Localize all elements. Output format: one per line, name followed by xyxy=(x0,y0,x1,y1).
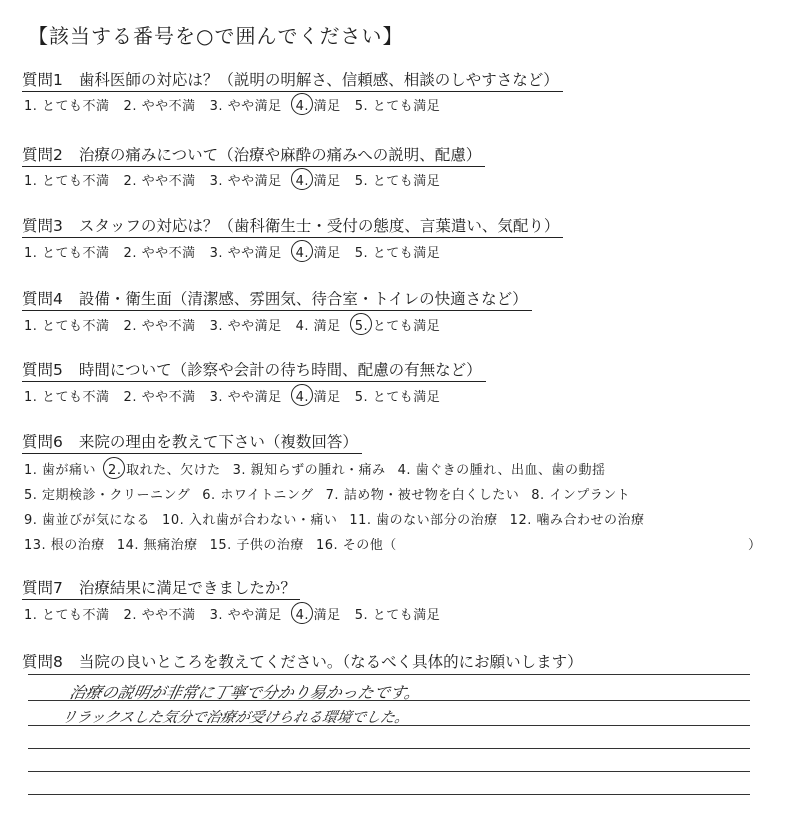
answer-line xyxy=(28,771,750,772)
question-text: 時間について（診察や会計の待ち時間、配慮の有無など） xyxy=(78,361,482,379)
question-number: 質問5 xyxy=(22,361,63,379)
options-q3 xyxy=(24,242,454,261)
question-4 xyxy=(22,287,532,311)
other-close-paren: ） xyxy=(748,538,762,553)
question-number: 質問2 xyxy=(22,146,63,164)
option-3[interactable]: 3. やや満足 xyxy=(209,608,282,623)
question-number: 質問8 xyxy=(22,653,63,671)
options-q4 xyxy=(24,315,454,334)
answer-line xyxy=(28,794,750,795)
question-5 xyxy=(22,358,486,382)
option-1[interactable]: 1. とても不満 xyxy=(24,390,110,405)
question-1 xyxy=(22,68,563,92)
option-2[interactable]: 2. 取れた、欠けた xyxy=(108,459,221,478)
option-4[interactable]: 4. 満足 xyxy=(296,170,341,189)
option-6[interactable]: 6. ホワイトニング xyxy=(202,488,314,503)
options-q5 xyxy=(24,386,454,405)
option-3[interactable]: 3. やや満足 xyxy=(209,99,282,114)
option-5[interactable]: 5. とても満足 xyxy=(354,390,441,405)
option-4[interactable]: 4. 満足 xyxy=(296,386,341,405)
options-q6-row1 xyxy=(24,459,617,478)
option-5[interactable]: 5. とても満足 xyxy=(354,174,441,189)
option-1[interactable]: 1. とても不満 xyxy=(24,246,110,261)
question-number: 質問3 xyxy=(22,217,63,235)
option-2[interactable]: 2. やや不満 xyxy=(123,390,196,405)
option-3[interactable]: 3. やや満足 xyxy=(209,246,282,261)
option-3[interactable]: 3. やや満足 xyxy=(209,319,282,334)
option-4[interactable]: 4. 満足 xyxy=(295,319,341,334)
question-7 xyxy=(22,576,300,600)
option-4[interactable]: 4. 歯ぐきの腫れ、出血、歯の動揺 xyxy=(397,463,606,478)
question-6 xyxy=(22,430,362,454)
options-q6-row4 xyxy=(24,534,409,553)
option-13[interactable]: 13. 根の治療 xyxy=(24,538,105,553)
option-14[interactable]: 14. 無痛治療 xyxy=(116,538,198,553)
option-3[interactable]: 3. やや満足 xyxy=(209,174,282,189)
option-2[interactable]: 2. やや不満 xyxy=(123,246,196,261)
option-1[interactable]: 1. とても不満 xyxy=(24,608,110,623)
question-3 xyxy=(22,214,563,238)
question-number: 質問7 xyxy=(22,579,63,597)
option-5[interactable]: 5. とても満足 xyxy=(354,99,441,114)
options-q6-row3 xyxy=(24,509,656,528)
option-5[interactable]: 5. とても満足 xyxy=(354,608,441,623)
option-12[interactable]: 12. 噛み合わせの治療 xyxy=(509,513,645,528)
question-text: 治療の痛みについて（治療や麻酔の痛みへの説明、配慮） xyxy=(78,146,482,164)
answer-line xyxy=(28,674,750,675)
options-q6-row2 xyxy=(24,484,642,503)
option-9[interactable]: 9. 歯並びが気になる xyxy=(24,513,151,528)
option-1[interactable]: 1. とても不満 xyxy=(24,99,110,114)
option-5[interactable]: 5. とても満足 xyxy=(355,315,441,334)
option-3[interactable]: 3. 親知らずの腫れ・痛み xyxy=(232,463,386,478)
option-5[interactable]: 5. 定期検診・クリーニング xyxy=(24,488,191,503)
option-16[interactable]: 16. その他（ xyxy=(315,538,397,553)
question-number: 質問4 xyxy=(22,290,63,308)
option-4[interactable]: 4. 満足 xyxy=(296,95,341,114)
handwritten-answer-line-2[interactable]: リラックスした気分で治療が受けられる環境でした。 xyxy=(59,710,411,726)
option-10[interactable]: 10. 入れ歯が合わない・痛い xyxy=(162,513,338,528)
question-text: 治療結果に満足できましたか？ xyxy=(78,579,296,597)
question-number: 質問6 xyxy=(22,433,63,451)
question-number: 質問1 xyxy=(22,71,63,89)
options-q7 xyxy=(24,604,454,623)
option-15[interactable]: 15. 子供の治療 xyxy=(209,538,304,553)
option-1[interactable]: 1. 歯が痛い xyxy=(24,463,97,478)
question-text: 当院の良いところを教えてください。（なるべく具体的にお願いします） xyxy=(78,653,583,671)
question-2 xyxy=(22,143,485,167)
answer-line xyxy=(28,748,750,749)
form-title: 【該当する番号を○で囲んでください】 xyxy=(28,24,404,48)
option-8[interactable]: 8. インプラント xyxy=(531,488,631,503)
option-2[interactable]: 2. やや不満 xyxy=(123,608,196,623)
option-11[interactable]: 11. 歯のない部分の治療 xyxy=(349,513,498,528)
option-5[interactable]: 5. とても満足 xyxy=(354,246,441,261)
option-2[interactable]: 2. やや不満 xyxy=(123,174,196,189)
question-text: 歯科医師の対応は？（説明の明解さ、信頼感、相談のしやすさなど） xyxy=(78,71,559,89)
option-3[interactable]: 3. やや満足 xyxy=(209,390,282,405)
option-2[interactable]: 2. やや不満 xyxy=(123,319,196,334)
options-q2 xyxy=(24,170,454,189)
question-text: スタッフの対応は？（歯科衛生士・受付の態度、言葉遣い、気配り） xyxy=(78,217,560,235)
option-4[interactable]: 4. 満足 xyxy=(296,242,341,261)
option-1[interactable]: 1. とても不満 xyxy=(24,319,110,334)
question-8 xyxy=(22,650,583,672)
question-text: 来院の理由を教えて下さい（複数回答） xyxy=(78,433,358,451)
options-q1 xyxy=(24,95,454,114)
question-text: 設備・衛生面（清潔感、雰囲気、待合室・トイレの快適さなど） xyxy=(78,290,528,308)
option-4[interactable]: 4. 満足 xyxy=(296,604,341,623)
option-7[interactable]: 7. 詰め物・被せ物を白くしたい xyxy=(325,488,520,503)
option-1[interactable]: 1. とても不満 xyxy=(24,174,110,189)
handwritten-answer-line-1[interactable]: 治療の説明が非常に丁寧で分かり易かったです。 xyxy=(67,683,423,702)
option-2[interactable]: 2. やや不満 xyxy=(123,99,196,114)
